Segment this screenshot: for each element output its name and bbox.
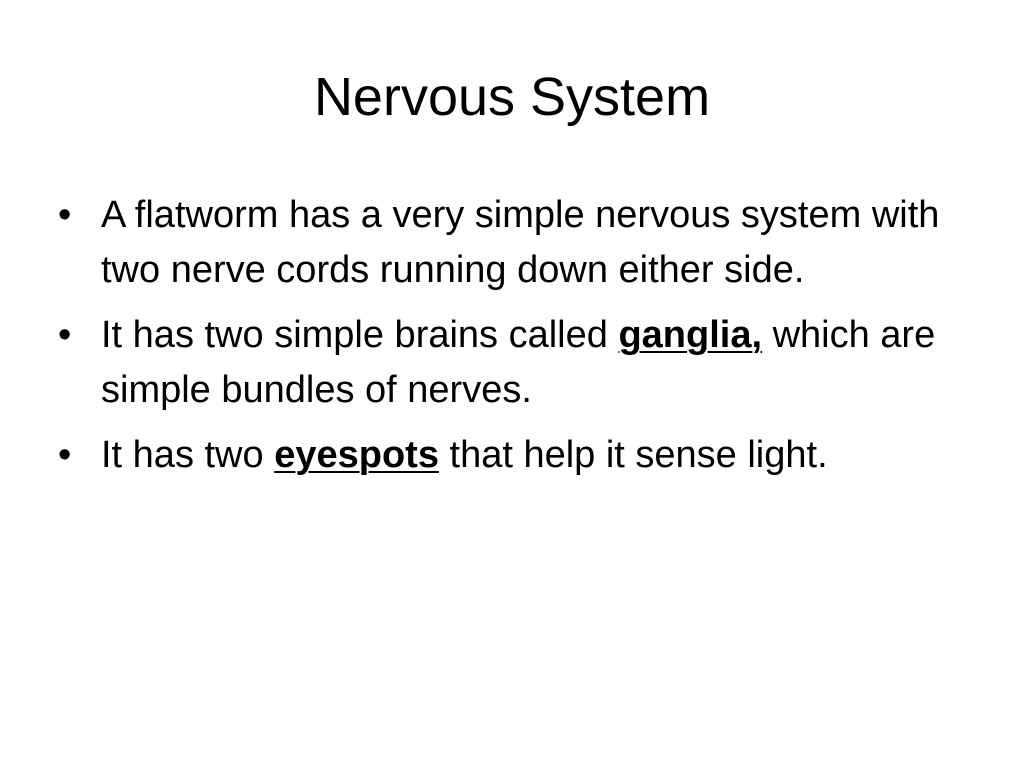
- bullet-list: [58, 188, 978, 493]
- bullet-icon: •: [58, 434, 72, 476]
- slide-title: Nervous System: [313, 67, 711, 127]
- bullet-text-segment: It has two simple brains called: [101, 314, 619, 356]
- bullet-icon: •: [58, 314, 72, 356]
- key-term-ganglia: ganglia,: [618, 314, 763, 356]
- bullet-text: [101, 188, 978, 298]
- bullet-text-segment: It has two: [101, 434, 275, 476]
- bullet-text-segment: which are simple bundles of nerves.: [101, 314, 936, 411]
- bullet-icon: •: [58, 194, 72, 236]
- key-term-eyespots: eyespots: [274, 434, 439, 476]
- bullet-item: [58, 428, 978, 483]
- bullet-text-segment: that help it sense light.: [438, 434, 828, 476]
- bullet-item: [58, 308, 978, 418]
- bullet-text: [101, 308, 978, 418]
- bullet-item: [58, 188, 978, 298]
- bullet-text: [101, 428, 978, 483]
- bullet-text-segment: A flatworm has a very simple nervous system with two nerve cords running down either side.: [101, 194, 940, 291]
